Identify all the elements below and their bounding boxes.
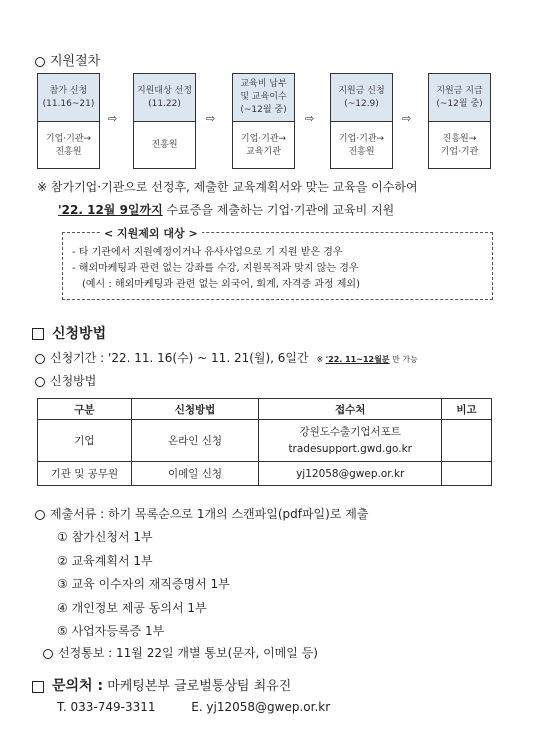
header-destination: 접수처 [259,399,442,420]
exclusion-item-3: (예시 : 해외마케팅과 관련 없는 외국어, 회계, 자격증 과정 제외) [82,279,360,290]
header-type: 구분 [38,399,132,420]
period-text: 신청기간 : '22. 11. 16(수) ~ 11. 21(월), 6일간 [50,351,309,365]
period-note-rest: 만 가능 [392,355,418,364]
arrow-right-icon: ⇨ [108,112,118,125]
square-bullet-icon [32,681,44,693]
exclusion-list [72,245,360,293]
table-header-row [38,399,492,420]
step-5-body: 진흥원→ 기업·기관 [440,133,479,157]
row-2-note [442,462,492,486]
application-title: 신청방법 [52,326,107,342]
table-row [38,462,492,486]
step-2-head: 지원대상 선정 (11.22) [136,85,193,109]
selection-notice [43,644,318,661]
process-note-line-2 [58,201,394,218]
deadline-text: '22. 12월 9일까지 [58,203,163,217]
doc-item-1: ① 참가신청서 1부 [57,530,153,544]
row-1-dest-name: 강원도수출기업서포트 [299,425,401,438]
doc-item-3: ③ 교육 이수자의 재직증명서 1부 [57,577,230,591]
circle-bullet-icon [35,377,45,387]
period-note-bold: '22. 11~12월분 [325,355,390,364]
application-method-heading [35,372,96,389]
note-line-1: 참가기업·기관으로 선정후, 제출한 교육계획서와 맞는 교육을 이수하여 [50,180,418,194]
process-step-4 [330,73,393,169]
row-1-dest-url[interactable]: tradesupport.gwd.go.kr [288,442,412,455]
contact-heading [32,675,291,695]
application-period [35,349,418,366]
arrow-right-icon: ⇨ [206,112,216,125]
arrow-right-icon: ⇨ [402,112,412,125]
contact-dept: 마케팅본부 글로벌통상팀 최유진 [107,679,292,694]
submission-docs-heading [35,505,368,522]
row-1-note [442,420,492,462]
process-step-2 [133,73,196,169]
step-3-head: 교육비 납부 및 교육이수 (~12월 중) [240,79,287,115]
step-5-head: 지원금 지급 (~12월 중) [436,85,483,109]
note-line-2-rest: 수료증을 제출하는 기업·기관에 교육비 지원 [166,203,395,217]
table-row [38,420,492,462]
docs-list [57,526,230,644]
step-1-body: 기업·기관→ 진흥원 [45,133,92,157]
step-4-head: 지원금 신청 (~12.9) [338,85,385,109]
row-1-type: 기업 [38,420,132,462]
step-4-body: 기업·기관→ 진흥원 [338,133,385,157]
row-1-destination [259,420,442,462]
method-label: 신청방법 [50,374,97,388]
header-method: 신청방법 [131,399,259,420]
circle-bullet-icon [35,510,45,520]
exclusion-title: < 지원제외 대상 > [100,225,202,241]
exclusion-item-2: - 해외마케팅과 관련 없는 강좌를 수강, 지원목적과 맞지 않는 경우 [72,263,359,274]
arrow-right-icon: ⇨ [305,112,315,125]
contact-phone[interactable]: T. 033-749-3311 [57,700,156,714]
row-1-method: 온라인 신청 [131,420,259,462]
circle-bullet-icon [35,57,45,67]
square-bullet-icon [32,328,44,340]
notice-text: 선정통보 : 11월 22일 개별 통보(문자, 이메일 등) [58,646,318,660]
header-note: 비고 [442,399,492,420]
process-step-5 [428,73,491,169]
process-heading [35,50,100,69]
circle-bullet-icon [35,354,45,364]
doc-item-5: ⑤ 사업자등록증 1부 [57,624,165,638]
row-2-method: 이메일 신청 [131,462,259,486]
process-title: 지원절차 [50,54,101,69]
exclusion-item-1: - 타 기관에서 지원예정이거나 유사사업으로 기 지원 받은 경우 [72,247,343,258]
circle-bullet-icon [43,649,53,659]
row-2-type: 기관 및 공무원 [38,462,132,486]
doc-item-2: ② 교육계획서 1부 [57,553,153,568]
row-2-destination[interactable]: yj12058@gwep.or.kr [259,462,442,486]
period-note-mark: ※ [316,355,324,364]
process-note [37,178,418,195]
contact-title: 문의처 : [52,678,104,694]
contact-email[interactable]: E. yj12058@gwep.or.kr [191,700,331,714]
period-note [316,355,417,364]
doc-item-4: ④ 개인정보 제공 동의서 1부 [57,600,207,615]
note-mark: ※ [37,180,48,194]
step-1-head: 참가 신청 (11.16~21) [42,85,95,109]
process-step-1 [37,73,100,169]
step-2-body: 진흥원 [151,140,178,150]
contact-details [57,700,330,714]
docs-label: 제출서류 : 하기 목록순으로 1개의 스캔파일(pdf파일)로 제출 [50,507,369,521]
application-table [37,398,492,486]
step-3-body: 기업·기관→ 교육기관 [240,133,287,157]
process-step-3 [232,73,295,169]
application-heading [32,323,106,343]
